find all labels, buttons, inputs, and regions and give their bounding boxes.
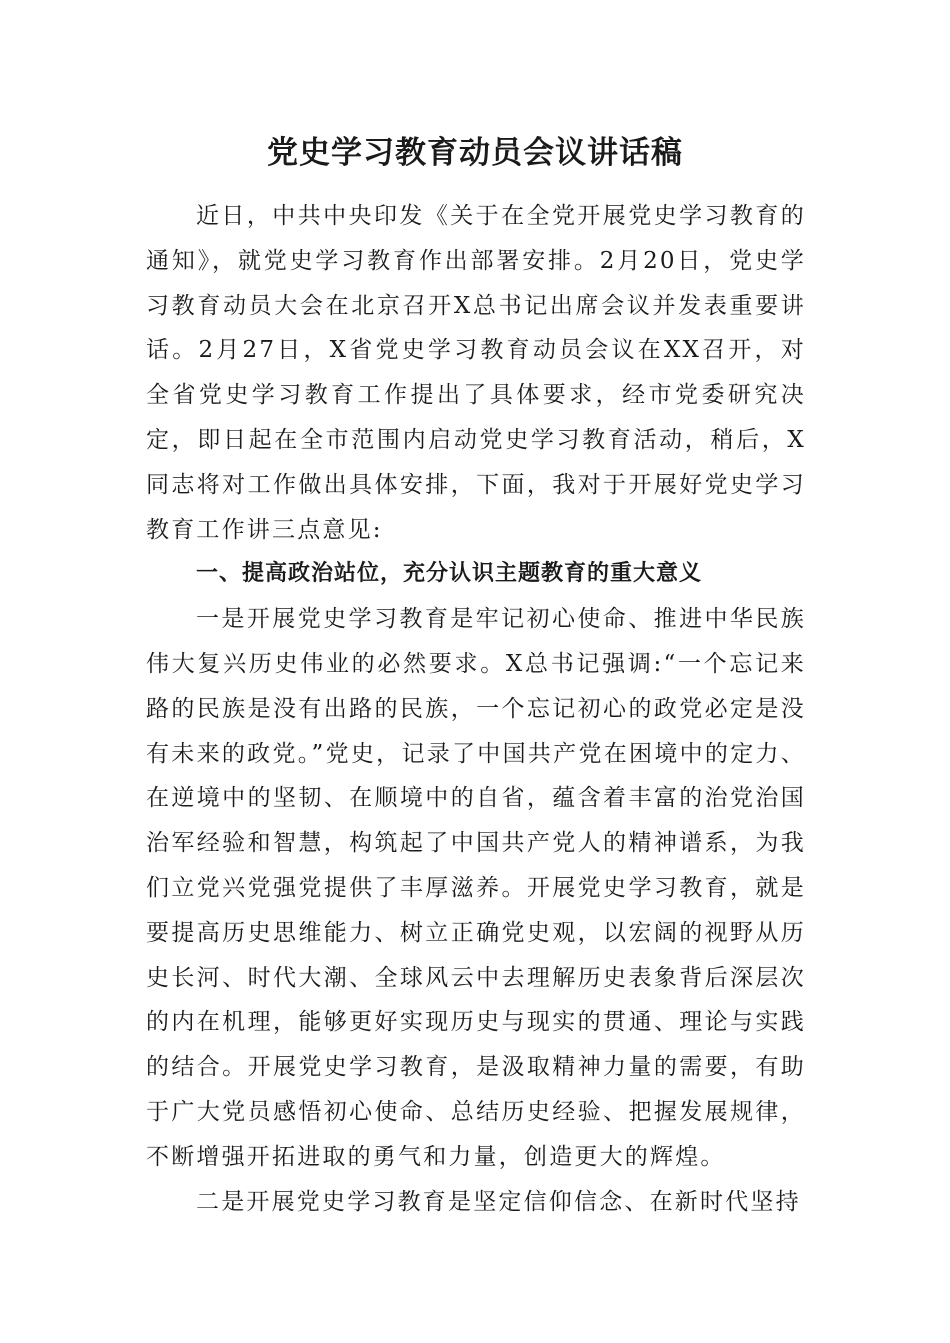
document-body — [146, 194, 806, 1224]
intro-paragraph: 近日，中共中央印发《关于在全党开展党史学习教育的通知》，就党史学习教育作出部署安排。2月20日，党史学习教育动员大会在北京召开X总书记出席会议并发表重要讲话。2月27日，X省党史学习教育动员会议在XX召开，对全省党史学习教育工作提出了具体要求，经市党委研究决定，即日起在全市范围内启动党史学习教育活动，稍后，X同志将对工作做出具体安排，下面，我对于开展好党史学习教育工作讲三点意见: — [146, 203, 806, 543]
section-paragraph-2: 二是开展党史学习教育是坚定信仰信念、在新时代坚持 — [196, 1188, 801, 1215]
section-paragraph-1: 一是开展党史学习教育是牢记初心使命、推进中华民族伟大复兴历史伟业的必然要求。X总书记强调:“一个忘记来路的民族是没有出路的民族，一个忘记初心的政党必定是没有未来的政党。”党史，记录了中国共产党在困境中的定力、在逆境中的坚韧、在顺境中的自省，蕴含着丰富的治党治国治军经验和智慧，构筑起了中国共产党人的精神谱系，为我们立党兴党强党提供了丰厚滋养。开展党史学习教育，就是要提高历史思维能力、树立正确党史观，以宏阔的视野从历史长河、时代大潮、全球风云中去理解历史表象背后深层次的内在机理，能够更好实现历史与现实的贯通、理论与实践的结合。开展党史学习教育，是汲取精神力量的需要，有助于广大党员感悟初心使命、总结历史经验、把握发展规律，不断增强开拓进取的勇气和力量，创造更大的辉煌。 — [146, 606, 807, 1170]
section-heading: 一、提高政治站位，充分认识主题教育的重大意义 — [196, 561, 703, 587]
document-title: 党史学习教育动员会议讲话稿 — [267, 135, 683, 171]
